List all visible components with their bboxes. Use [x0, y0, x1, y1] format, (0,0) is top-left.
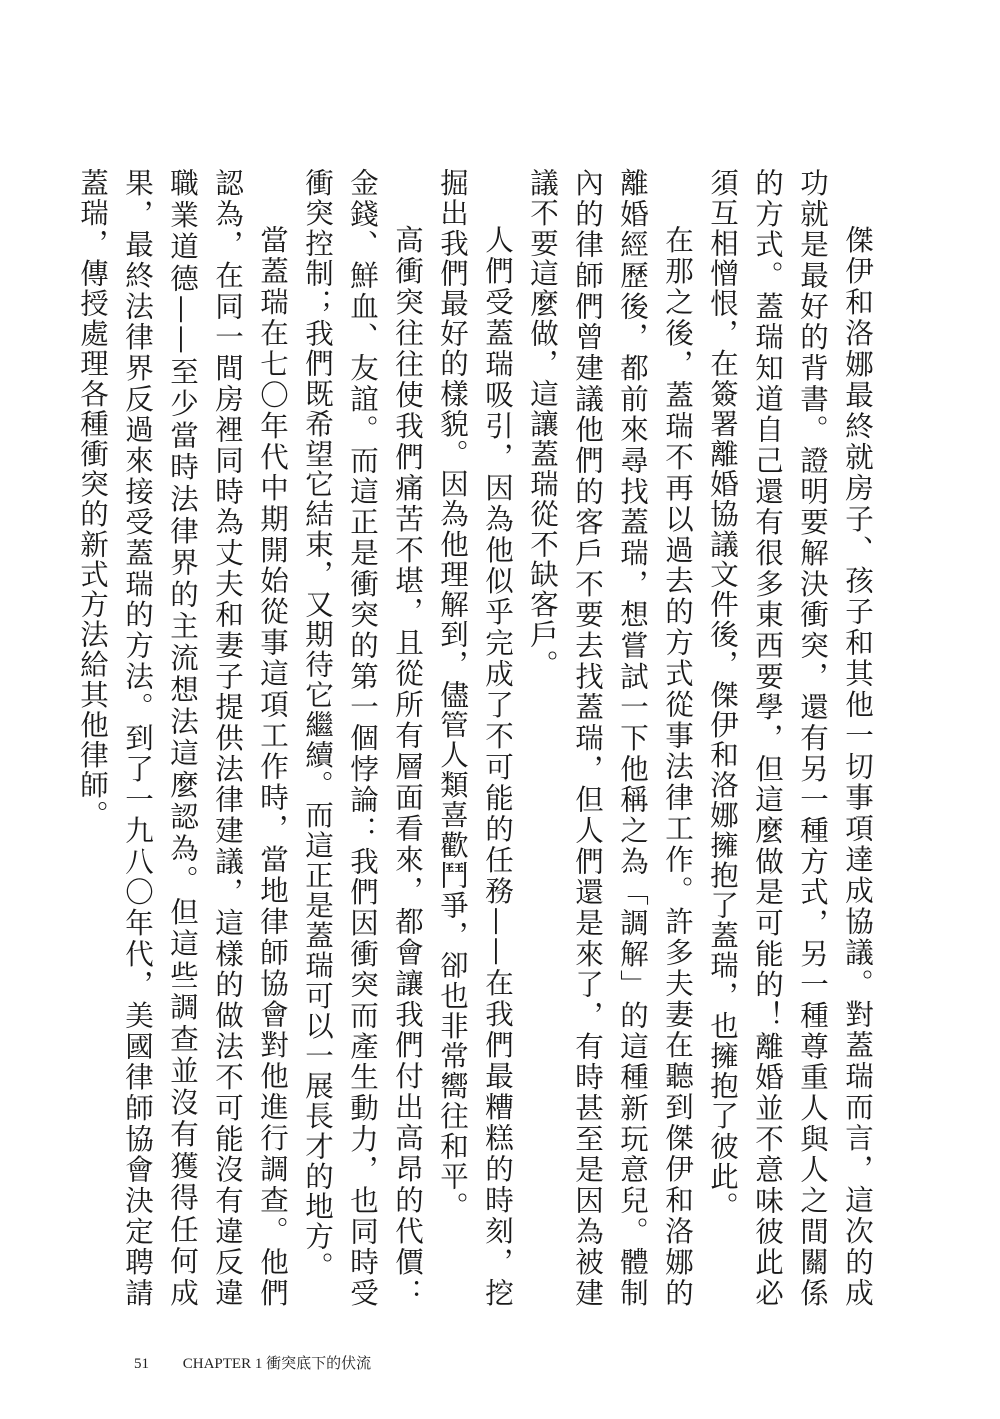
- chapter-title: CHAPTER 1 衝突底下的伏流: [182, 1356, 372, 1372]
- vertical-text-body: [76, 168, 880, 1308]
- page-number: 51: [134, 1356, 149, 1372]
- paragraph-5: 當蓋瑞在七〇年代中期開始從事這項工作時，當地律師協會對他進行調查。他們認為，在同一間房裡同時為丈夫和妻子提供法律建議，這樣的做法不可能沒有違反違職業道德——至少當時法律界的主流想法這麼認為。但這些調查並沒有獲得任何成果，最終法律界反過來接受蓋瑞的方法。到了一九八〇年代，美國律師協會決定聘請蓋瑞，傳授處理各種衝突的新式方法給其他律師。: [76, 168, 289, 1308]
- paragraph-2: 在那之後，蓋瑞不再以過去的方式從事法律工作。許多夫妻在聽到傑伊和洛娜的離婚經歷後，都前來尋找蓋瑞，想嘗試一下他稱之為「調解」的這種新玩意兒。體制內的律師們曾建議他們的客戶不要去找蓋瑞，但人們還是來了，有時甚至是因為被建議不要這麼做，這讓蓋瑞從不缺客戶。: [526, 168, 694, 1308]
- paragraph-1: 傑伊和洛娜最終就房子、孩子和其他一切事項達成協議。對蓋瑞而言，這次的成功就是最好的背書。證明要解決衝突，還有另一種方式，另一種尊重人與人之間關係的方式。蓋瑞知道自己還有很多東西要學，但這麼做是可能的！離婚並不意味彼此必須互相憎恨，在簽署離婚協議文件後，傑伊和洛娜擁抱了蓋瑞，也擁抱了彼此。: [706, 168, 874, 1308]
- paragraph-4: 高衝突往往使我們痛苦不堪，且從所有層面看來，都會讓我們付出高昂的代價：金錢、鮮血、友誼。而這正是衝突的第一個悖論：我們因衝突而產生動力，也同時受衝突控制；我們既希望它結束，又期待它繼續。而這正是蓋瑞可以一展長才的地方。: [301, 168, 424, 1308]
- page-footer: [134, 1352, 371, 1373]
- paragraph-3: 人們受蓋瑞吸引，因為他似乎完成了不可能的任務——在我們最糟糕的時刻，挖掘出我們最好的樣貌。因為他理解到，儘管人類喜歡鬥爭，卻也非常嚮往和平。: [436, 168, 514, 1308]
